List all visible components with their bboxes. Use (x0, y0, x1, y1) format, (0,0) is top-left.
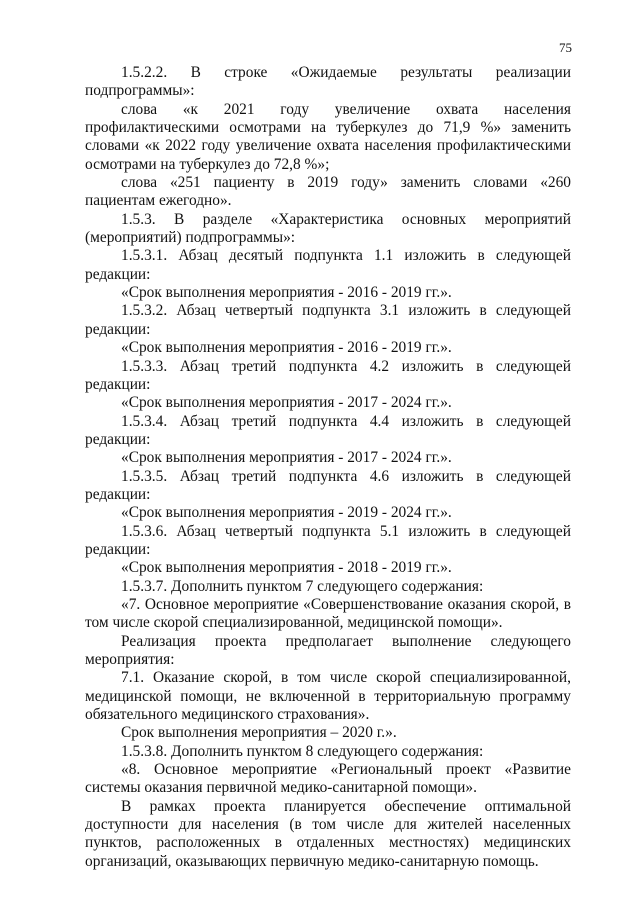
paragraph: 1.5.3.5. Абзац третий подпункта 4.6 изложить в следующей редакции: (85, 467, 571, 503)
paragraph: слова «251 пациенту в 2019 году» заменить словами «260 пациентам ежегодно». (85, 174, 571, 210)
paragraph: «Срок выполнения мероприятия - 2016 - 2019 гг.». (121, 284, 452, 302)
document-body (85, 64, 571, 871)
paragraph: «7. Основное мероприятие «Совершенствование оказания скорой, в том числе скорой специализированной, медицинской помощи». (85, 595, 571, 632)
paragraph: «8. Основное мероприятие «Региональный проект «Развитие системы оказания первичной медико-санитарной помощи». (85, 761, 571, 797)
paragraph: слова «к 2021 году увеличение охвата населения профилактическими осмотрами на туберкулез до 71,9 %» заменить словами «к 2022 году увеличение охвата населения профилактическими осмотрами на туберкулез до 72,8 %»; (85, 100, 571, 173)
paragraph: Реализация проекта предполагает выполнение следующего мероприятия: (85, 632, 571, 668)
paragraph: 1.5.3.1. Абзац десятый подпункта 1.1 изложить в следующей редакции: (85, 247, 571, 283)
paragraph: «Срок выполнения мероприятия - 2018 - 2019 гг.». (121, 559, 452, 577)
paragraph: 1.5.3. В разделе «Характеристика основных мероприятий (мероприятий) подпрограммы»: (85, 210, 571, 247)
paragraph: 1.5.3.8. Дополнить пунктом 8 следующего содержания: (121, 742, 484, 760)
paragraph: 1.5.3.7. Дополнить пунктом 7 следующего содержания: (121, 577, 484, 595)
paragraph: 1.5.3.2. Абзац четвертый подпункта 3.1 изложить в следующей редакции: (85, 302, 571, 338)
page-number: 75 (559, 40, 572, 55)
paragraph: 1.5.3.3. Абзац третий подпункта 4.2 изложить в следующей редакции: (85, 357, 571, 393)
paragraph: «Срок выполнения мероприятия - 2017 - 2024 гг.». (121, 394, 452, 412)
paragraph: 1.5.2.2. В строке «Ожидаемые результаты реализации подпрограммы»: (85, 64, 571, 100)
paragraph: «Срок выполнения мероприятия - 2016 - 2019 гг.». (121, 339, 452, 357)
paragraph: «Срок выполнения мероприятия - 2017 - 2024 гг.». (121, 449, 452, 467)
paragraph: 7.1. Оказание скорой, в том числе скорой специализированной, медицинской помощи, не включенной в территориальную программу обязательного медицинского страхования». (85, 669, 571, 724)
paragraph: 1.5.3.6. Абзац четвертый подпункта 5.1 изложить в следующей редакции: (85, 522, 571, 558)
paragraph: 1.5.3.4. Абзац третий подпункта 4.4 изложить в следующей редакции: (85, 412, 571, 448)
paragraph: «Срок выполнения мероприятия - 2019 - 2024 гг.». (121, 504, 452, 522)
paragraph: В рамках проекта планируется обеспечение оптимальной доступности для населения (в том числе для жителей населенных пунктов, расположенных в отдаленных местностях) медицинских организаций, оказывающих первичную медико-санитарную помощь. (85, 797, 571, 870)
paragraph: Срок выполнения мероприятия – 2020 г.». (121, 724, 397, 742)
